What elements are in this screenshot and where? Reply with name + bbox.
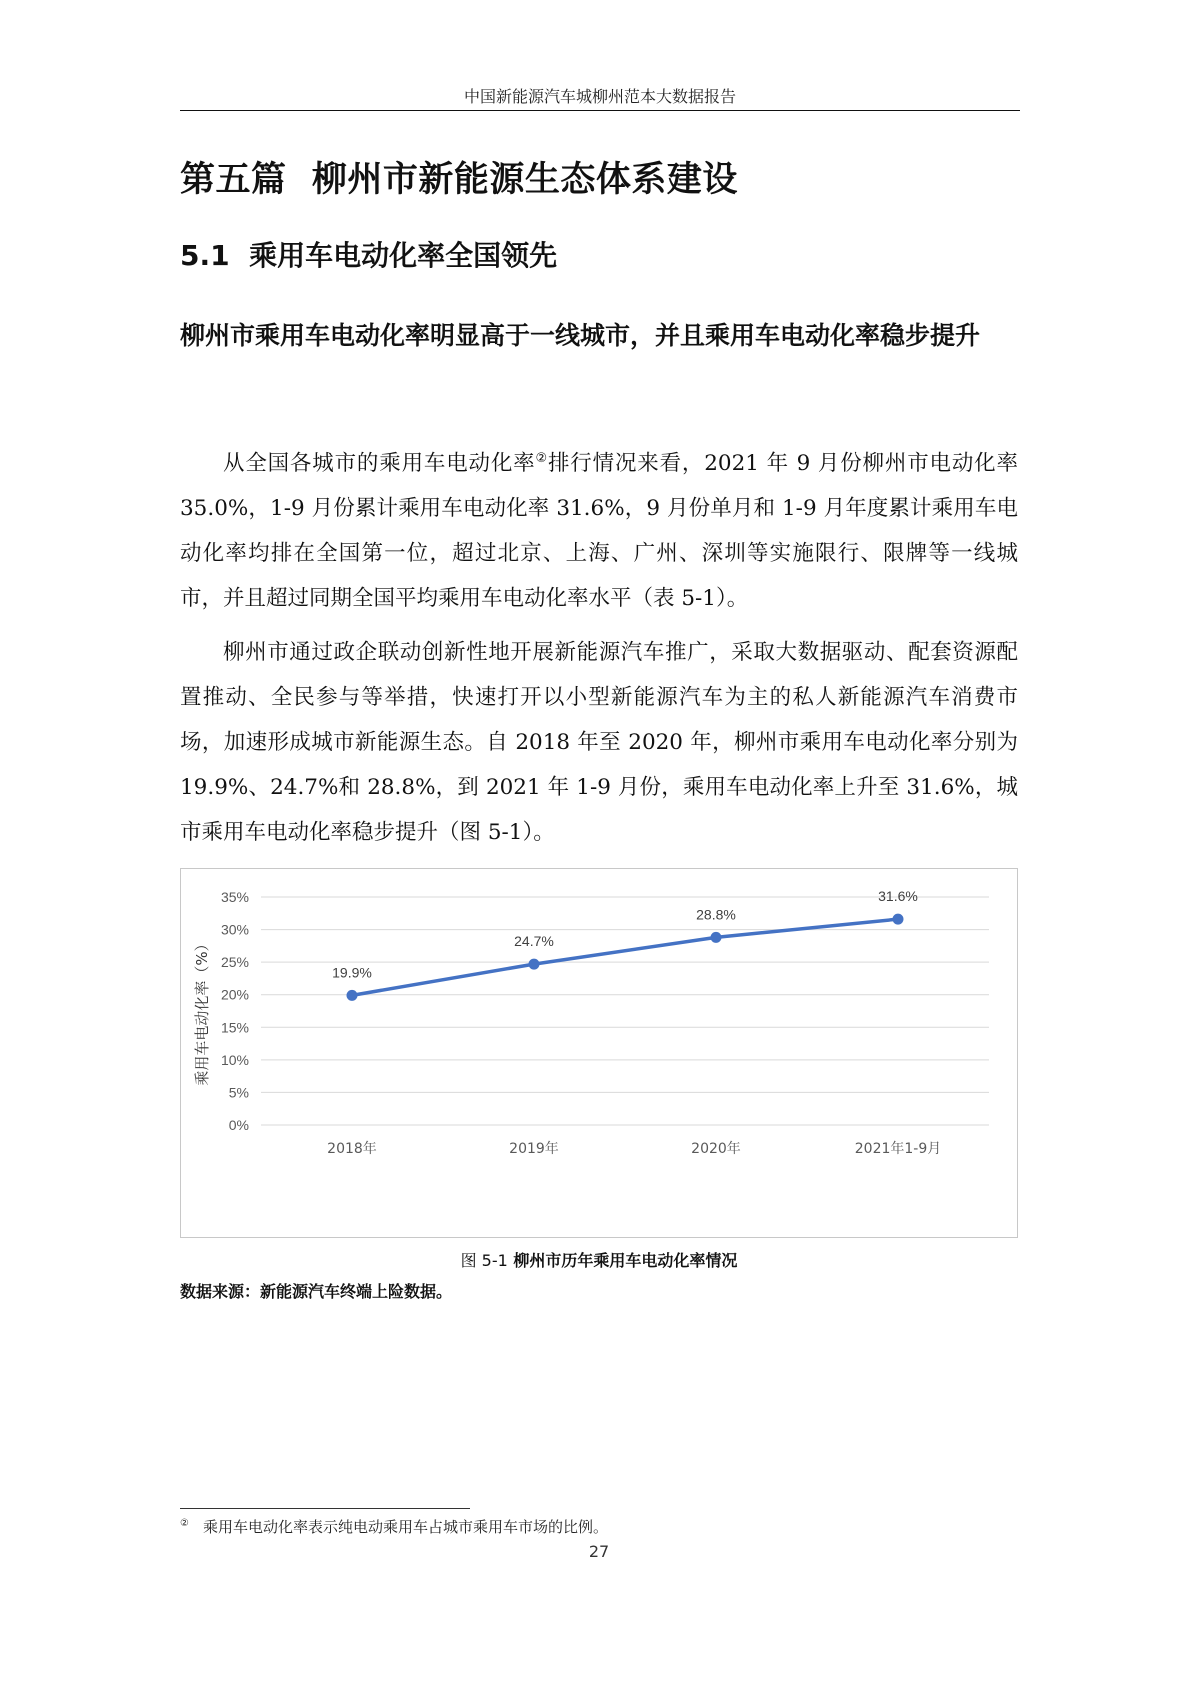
footnote — [180, 1516, 608, 1537]
y-tick-label: 0% — [228, 1117, 249, 1133]
data-label: 19.9% — [332, 964, 372, 981]
data-label: 24.7% — [514, 933, 554, 950]
y-tick-label: 5% — [228, 1084, 249, 1101]
line-chart — [181, 869, 1017, 1237]
lead-heading: 柳州市乘用车电动化率明显高于一线城市，并且乘用车电动化率稳步提升 — [180, 321, 981, 350]
figure-caption — [180, 1248, 1018, 1271]
paragraph-1-text-b: 排行情况来看，2021 年 9 月份柳州市电动化率 35.0%，1-9 月份累计乘用车电动化率 31.6%，9 月份单月和 1-9 月年度累计乘用车电动化率均排在全国第一位，超过北京、上海、广州、深圳等实施限行、限牌等一线城市，并且超过同期全国平均乘用车电动化率水平（表 5-1）。 — [180, 451, 1018, 612]
page-number: 27 — [588, 1542, 610, 1561]
y-tick-label: 15% — [220, 1019, 249, 1036]
x-tick-label: 2021年1-9月 — [854, 1141, 942, 1157]
x-tick-label: 2020年 — [691, 1141, 741, 1157]
data-point — [893, 914, 904, 925]
footnote-text: 乘用车电动化率表示纯电动乘用车占城市乘用车市场的比例。 — [202, 1518, 608, 1536]
paragraph-1-text-a: 从全国各城市的乘用车电动化率 — [223, 451, 536, 477]
data-point — [347, 990, 358, 1001]
chart-frame — [180, 868, 1018, 1238]
running-header: 中国新能源汽车城柳州范本大数据报告 — [463, 87, 736, 106]
footnote-mark: ② — [180, 1518, 189, 1529]
y-tick-label: 20% — [220, 986, 249, 1003]
figure-caption-text: 柳州市历年乘用车电动化率情况 — [513, 1251, 738, 1270]
y-tick-label: 25% — [220, 954, 249, 971]
part-title: 第五篇 柳州市新能源生态体系建设 — [180, 160, 738, 200]
figure-caption-number: 图 5-1 — [460, 1251, 508, 1270]
paragraph-2: 柳州市通过政企联动创新性地开展新能源汽车推广，采取大数据驱动、配套资源配置推动、全民参与等举措，快速打开以小型新能源汽车为主的私人新能源汽车消费市场，加速形成城市新能源生态。自 2018 年至 2020 年，柳州市乘用车电动化率分别为 19.9%、24.7%和 28.8%，到 2021 年 1-9 月份，乘用车电动化率上升至 31.6%，城市乘用车电动化率稳步提升（图 5-1）。 — [180, 640, 1018, 845]
section-title: 5.1 乘用车电动化率全国领先 — [180, 239, 558, 272]
footnote-reference[interactable]: ② — [535, 451, 548, 466]
footnote-rule — [180, 1508, 470, 1509]
data-label: 28.8% — [696, 906, 736, 923]
y-axis-title: 乘用车电动化率（%） — [193, 936, 211, 1086]
y-tick-label: 35% — [220, 889, 249, 905]
data-point — [711, 932, 722, 943]
series-line — [352, 919, 898, 995]
header-rule — [180, 110, 1020, 111]
data-label: 31.6% — [878, 888, 918, 905]
y-tick-label: 30% — [220, 921, 249, 938]
y-tick-label: 10% — [220, 1051, 249, 1068]
paragraph-1 — [180, 436, 1018, 621]
data-point — [529, 959, 540, 970]
figure-source: 数据来源：新能源汽车终端上险数据。 — [180, 1282, 453, 1301]
x-tick-label: 2019年 — [509, 1141, 559, 1157]
x-tick-label: 2018年 — [327, 1141, 377, 1157]
